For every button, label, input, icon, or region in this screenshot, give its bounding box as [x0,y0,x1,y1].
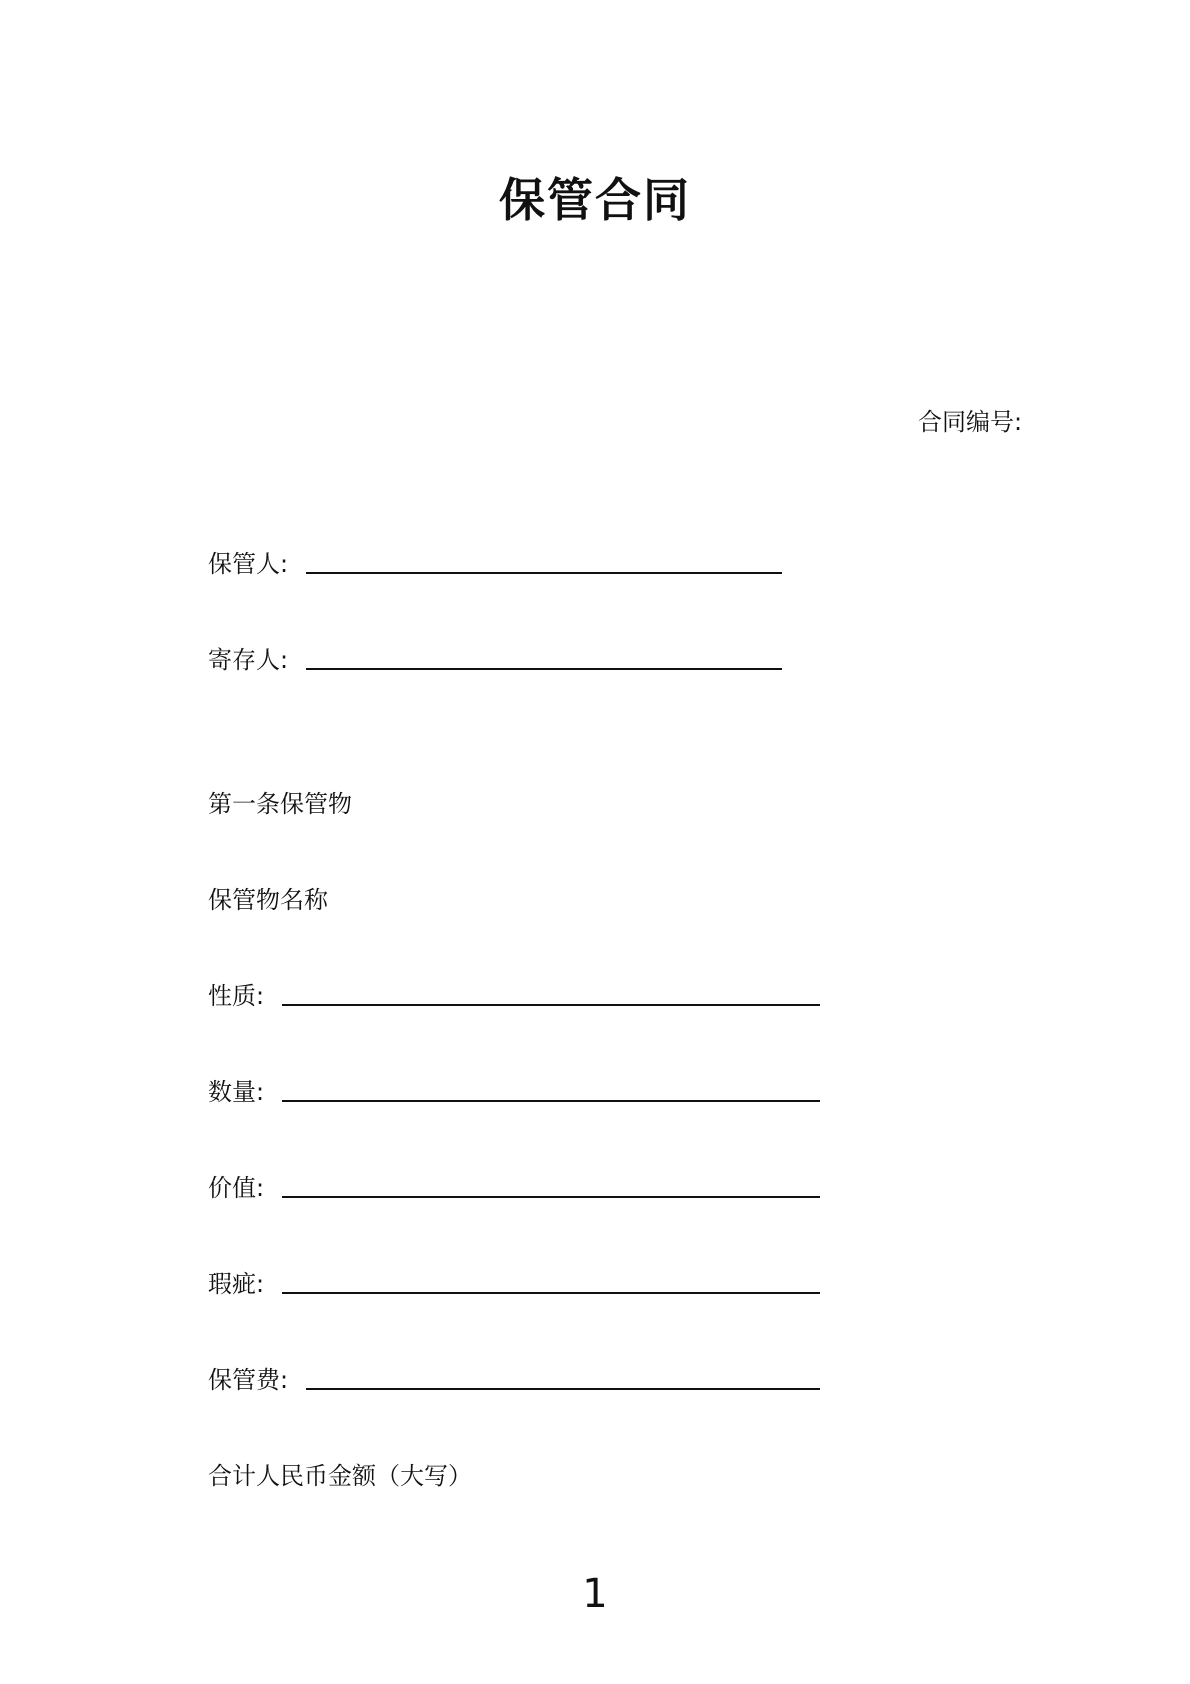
defect-blank-line[interactable] [282,1292,820,1294]
page-title: 保管合同 [499,173,691,227]
nature-label: 性质: [208,982,265,1010]
value-label: 价值: [208,1174,265,1202]
custodian-label: 保管人: [208,550,289,578]
depositor-field [208,644,788,676]
fee-blank-line[interactable] [306,1388,820,1390]
defect-field [208,1268,828,1300]
nature-blank-line[interactable] [282,1004,820,1006]
fee-field [208,1364,828,1396]
custodian-blank-line[interactable] [306,572,782,574]
value-field [208,1172,828,1204]
fee-label: 保管费: [208,1366,289,1394]
depositor-label: 寄存人: [208,646,289,674]
page-number: 1 [582,1571,608,1617]
defect-label: 瑕疵: [208,1270,265,1298]
item-name-label: 保管物名称 [208,886,328,914]
depositor-blank-line[interactable] [306,668,782,670]
total-amount-label: 合计人民币金额（大写） [208,1462,472,1490]
nature-field [208,980,828,1012]
quantity-blank-line[interactable] [282,1100,820,1102]
quantity-field [208,1076,828,1108]
contract-number-label: 合同编号: [918,408,1023,436]
value-blank-line[interactable] [282,1196,820,1198]
quantity-label: 数量: [208,1078,265,1106]
article-1-heading: 第一条保管物 [208,790,352,818]
custodian-field [208,548,788,580]
